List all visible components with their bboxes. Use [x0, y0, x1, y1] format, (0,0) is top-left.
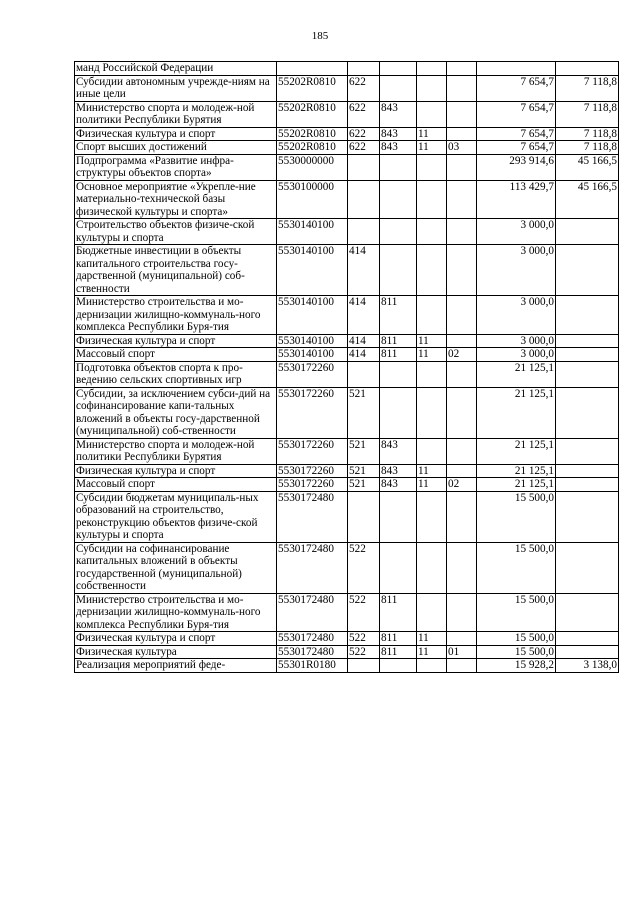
ministry-code-cell	[380, 219, 417, 245]
row-name-cell: Субсидии бюджетам муниципаль-ных образований на строительство, реконструкцию объектов физиче-ской культуры и спорта	[75, 491, 277, 542]
amount-year1-cell: 15 500,0	[477, 593, 556, 632]
row-name-cell: Субсидии автономным учрежде-ниям на иные цели	[75, 75, 277, 101]
row-name-cell: Строительство объектов физиче-ской культуры и спорта	[75, 219, 277, 245]
ministry-code-cell: 843	[380, 141, 417, 155]
amount-year1-cell: 15 500,0	[477, 491, 556, 542]
amount-year2-cell	[556, 632, 619, 646]
amount-year2-cell	[556, 491, 619, 542]
section-code-cell	[417, 438, 447, 464]
amount-year1-cell: 3 000,0	[477, 334, 556, 348]
expense-type-cell: 522	[348, 632, 380, 646]
expense-type-cell: 522	[348, 593, 380, 632]
expense-type-cell: 521	[348, 387, 380, 438]
amount-year2-cell	[556, 593, 619, 632]
ministry-code-cell	[380, 180, 417, 219]
amount-year1-cell: 21 125,1	[477, 478, 556, 492]
row-name-cell: Министерство строительства и мо-дернизации жилищно-коммуналь-ного комплекса Республики Буря-тия	[75, 296, 277, 335]
target-article-code-cell	[277, 62, 348, 76]
subsection-code-cell	[447, 361, 477, 387]
expense-type-cell: 522	[348, 542, 380, 593]
section-code-cell	[417, 387, 447, 438]
table-row	[75, 464, 619, 478]
table-row	[75, 180, 619, 219]
amount-year1-cell: 21 125,1	[477, 387, 556, 438]
amount-year2-cell: 7 118,8	[556, 75, 619, 101]
section-code-cell: 11	[417, 632, 447, 646]
table-row	[75, 245, 619, 296]
target-article-code-cell: 5530100000	[277, 180, 348, 219]
subsection-code-cell	[447, 659, 477, 673]
section-code-cell: 11	[417, 348, 447, 362]
subsection-code-cell	[447, 127, 477, 141]
expense-type-cell: 521	[348, 478, 380, 492]
table-row	[75, 154, 619, 180]
ministry-code-cell	[380, 62, 417, 76]
target-article-code-cell: 5530000000	[277, 154, 348, 180]
page-number: 185	[311, 30, 329, 42]
ministry-code-cell	[380, 361, 417, 387]
amount-year1-cell: 7 654,7	[477, 127, 556, 141]
amount-year1-cell: 293 914,6	[477, 154, 556, 180]
target-article-code-cell: 55202R0810	[277, 75, 348, 101]
section-code-cell: 11	[417, 478, 447, 492]
subsection-code-cell: 01	[447, 645, 477, 659]
expense-type-cell: 521	[348, 464, 380, 478]
amount-year1-cell: 7 654,7	[477, 141, 556, 155]
amount-year2-cell: 45 166,5	[556, 180, 619, 219]
target-article-code-cell: 5530172480	[277, 542, 348, 593]
expense-type-cell: 522	[348, 645, 380, 659]
expense-type-cell: 414	[348, 245, 380, 296]
section-code-cell: 11	[417, 141, 447, 155]
table-row	[75, 491, 619, 542]
table-row	[75, 296, 619, 335]
table-body	[75, 62, 619, 673]
target-article-code-cell: 5530172260	[277, 478, 348, 492]
ministry-code-cell: 843	[380, 478, 417, 492]
subsection-code-cell	[447, 334, 477, 348]
table-row	[75, 127, 619, 141]
row-name-cell: Физическая культура и спорт	[75, 127, 277, 141]
amount-year2-cell	[556, 219, 619, 245]
budget-table	[74, 61, 619, 673]
expense-type-cell: 521	[348, 438, 380, 464]
table-row	[75, 75, 619, 101]
amount-year1-cell	[477, 62, 556, 76]
expense-type-cell	[348, 219, 380, 245]
target-article-code-cell: 5530172480	[277, 632, 348, 646]
target-article-code-cell: 5530140100	[277, 296, 348, 335]
subsection-code-cell	[447, 219, 477, 245]
ministry-code-cell	[380, 542, 417, 593]
row-name-cell: Субсидии на софинансирование капитальных вложений в объекты государственной (муниципальной) собственности	[75, 542, 277, 593]
amount-year1-cell: 7 654,7	[477, 75, 556, 101]
amount-year2-cell: 7 118,8	[556, 141, 619, 155]
section-code-cell	[417, 542, 447, 593]
amount-year1-cell: 21 125,1	[477, 361, 556, 387]
section-code-cell	[417, 491, 447, 542]
subsection-code-cell	[447, 464, 477, 478]
row-name-cell: Физическая культура и спорт	[75, 464, 277, 478]
table-row	[75, 593, 619, 632]
expense-type-cell	[348, 154, 380, 180]
amount-year1-cell: 15 500,0	[477, 542, 556, 593]
expense-type-cell	[348, 659, 380, 673]
amount-year1-cell: 15 928,2	[477, 659, 556, 673]
amount-year2-cell	[556, 464, 619, 478]
ministry-code-cell	[380, 75, 417, 101]
section-code-cell	[417, 245, 447, 296]
ministry-code-cell: 811	[380, 296, 417, 335]
subsection-code-cell	[447, 62, 477, 76]
expense-type-cell	[348, 180, 380, 219]
expense-type-cell: 622	[348, 141, 380, 155]
row-name-cell: Субсидии, за исключением субси-дий на софинансирование капи-тальных вложений в объекты госу-дарственной (муниципальной) соб-ственности	[75, 387, 277, 438]
row-name-cell: Основное мероприятие «Укрепле-ние материально-технической базы физической культуры и спорта»	[75, 180, 277, 219]
table-row	[75, 438, 619, 464]
amount-year1-cell: 15 500,0	[477, 632, 556, 646]
subsection-code-cell	[447, 491, 477, 542]
row-name-cell: Министерство строительства и мо-дернизации жилищно-коммуналь-ного комплекса Республики Буря-тия	[75, 593, 277, 632]
amount-year2-cell	[556, 348, 619, 362]
section-code-cell	[417, 361, 447, 387]
amount-year1-cell: 3 000,0	[477, 296, 556, 335]
amount-year2-cell	[556, 438, 619, 464]
row-name-cell: Массовый спорт	[75, 478, 277, 492]
amount-year2-cell	[556, 645, 619, 659]
expense-type-cell: 622	[348, 101, 380, 127]
target-article-code-cell: 5530172480	[277, 593, 348, 632]
expense-type-cell: 622	[348, 75, 380, 101]
target-article-code-cell: 5530140100	[277, 219, 348, 245]
amount-year1-cell: 7 654,7	[477, 101, 556, 127]
target-article-code-cell: 5530172260	[277, 438, 348, 464]
section-code-cell	[417, 75, 447, 101]
ministry-code-cell: 843	[380, 438, 417, 464]
target-article-code-cell: 55202R0810	[277, 101, 348, 127]
row-name-cell: Подготовка объектов спорта к про-ведению сельских спортивных игр	[75, 361, 277, 387]
target-article-code-cell: 5530172260	[277, 464, 348, 478]
subsection-code-cell: 02	[447, 478, 477, 492]
section-code-cell	[417, 659, 447, 673]
target-article-code-cell: 5530140100	[277, 334, 348, 348]
subsection-code-cell	[447, 296, 477, 335]
target-article-code-cell: 55202R0810	[277, 141, 348, 155]
ministry-code-cell: 811	[380, 632, 417, 646]
expense-type-cell: 414	[348, 348, 380, 362]
amount-year2-cell: 3 138,0	[556, 659, 619, 673]
section-code-cell: 11	[417, 464, 447, 478]
amount-year2-cell	[556, 542, 619, 593]
expense-type-cell	[348, 491, 380, 542]
section-code-cell	[417, 593, 447, 632]
expense-type-cell	[348, 361, 380, 387]
section-code-cell	[417, 219, 447, 245]
ministry-code-cell	[380, 154, 417, 180]
row-name-cell: Подпрограмма «Развитие инфра-структуры объектов спорта»	[75, 154, 277, 180]
target-article-code-cell: 5530172480	[277, 645, 348, 659]
amount-year2-cell: 7 118,8	[556, 101, 619, 127]
amount-year2-cell: 45 166,5	[556, 154, 619, 180]
amount-year1-cell: 3 000,0	[477, 245, 556, 296]
table-row	[75, 219, 619, 245]
subsection-code-cell	[447, 542, 477, 593]
amount-year2-cell	[556, 478, 619, 492]
amount-year1-cell: 3 000,0	[477, 219, 556, 245]
ministry-code-cell: 811	[380, 348, 417, 362]
subsection-code-cell	[447, 75, 477, 101]
subsection-code-cell: 03	[447, 141, 477, 155]
table-row	[75, 101, 619, 127]
table-row	[75, 632, 619, 646]
amount-year2-cell	[556, 62, 619, 76]
amount-year2-cell: 7 118,8	[556, 127, 619, 141]
subsection-code-cell	[447, 245, 477, 296]
amount-year2-cell	[556, 296, 619, 335]
amount-year2-cell	[556, 387, 619, 438]
row-name-cell: Реализация мероприятий феде-	[75, 659, 277, 673]
subsection-code-cell	[447, 632, 477, 646]
ministry-code-cell: 843	[380, 127, 417, 141]
ministry-code-cell: 811	[380, 645, 417, 659]
ministry-code-cell: 843	[380, 101, 417, 127]
section-code-cell	[417, 62, 447, 76]
table-row	[75, 348, 619, 362]
section-code-cell: 11	[417, 645, 447, 659]
table-row	[75, 542, 619, 593]
section-code-cell	[417, 180, 447, 219]
row-name-cell: Министерство спорта и молодеж-ной политики Республики Бурятия	[75, 101, 277, 127]
table-row	[75, 659, 619, 673]
row-name-cell: Бюджетные инвестиции в объекты капитального строительства госу-дарственной (муниципальной) соб-ственности	[75, 245, 277, 296]
table-row	[75, 645, 619, 659]
expense-type-cell	[348, 62, 380, 76]
expense-type-cell: 414	[348, 296, 380, 335]
row-name-cell: Физическая культура и спорт	[75, 632, 277, 646]
subsection-code-cell	[447, 154, 477, 180]
row-name-cell: манд Российской Федерации	[75, 62, 277, 76]
subsection-code-cell	[447, 593, 477, 632]
table-row	[75, 334, 619, 348]
row-name-cell: Физическая культура и спорт	[75, 334, 277, 348]
expense-type-cell: 414	[348, 334, 380, 348]
subsection-code-cell	[447, 180, 477, 219]
amount-year1-cell: 113 429,7	[477, 180, 556, 219]
subsection-code-cell	[447, 101, 477, 127]
section-code-cell	[417, 101, 447, 127]
table-row	[75, 62, 619, 76]
amount-year1-cell: 21 125,1	[477, 438, 556, 464]
amount-year2-cell	[556, 334, 619, 348]
subsection-code-cell	[447, 387, 477, 438]
target-article-code-cell: 55301R0180	[277, 659, 348, 673]
ministry-code-cell: 811	[380, 593, 417, 632]
ministry-code-cell	[380, 387, 417, 438]
target-article-code-cell: 5530172260	[277, 361, 348, 387]
table-row	[75, 141, 619, 155]
table-row	[75, 387, 619, 438]
expense-type-cell: 622	[348, 127, 380, 141]
target-article-code-cell: 5530140100	[277, 348, 348, 362]
amount-year2-cell	[556, 361, 619, 387]
section-code-cell: 11	[417, 334, 447, 348]
table-row	[75, 361, 619, 387]
amount-year2-cell	[556, 245, 619, 296]
subsection-code-cell: 02	[447, 348, 477, 362]
ministry-code-cell: 843	[380, 464, 417, 478]
section-code-cell	[417, 296, 447, 335]
table-row	[75, 478, 619, 492]
target-article-code-cell: 5530172260	[277, 387, 348, 438]
target-article-code-cell: 55202R0810	[277, 127, 348, 141]
ministry-code-cell: 811	[380, 334, 417, 348]
amount-year1-cell: 21 125,1	[477, 464, 556, 478]
ministry-code-cell	[380, 245, 417, 296]
target-article-code-cell: 5530140100	[277, 245, 348, 296]
subsection-code-cell	[447, 438, 477, 464]
section-code-cell	[417, 154, 447, 180]
row-name-cell: Спорт высших достижений	[75, 141, 277, 155]
ministry-code-cell	[380, 659, 417, 673]
ministry-code-cell	[380, 491, 417, 542]
amount-year1-cell: 3 000,0	[477, 348, 556, 362]
row-name-cell: Массовый спорт	[75, 348, 277, 362]
target-article-code-cell: 5530172480	[277, 491, 348, 542]
row-name-cell: Министерство спорта и молодеж-ной политики Республики Бурятия	[75, 438, 277, 464]
section-code-cell: 11	[417, 127, 447, 141]
amount-year1-cell: 15 500,0	[477, 645, 556, 659]
row-name-cell: Физическая культура	[75, 645, 277, 659]
